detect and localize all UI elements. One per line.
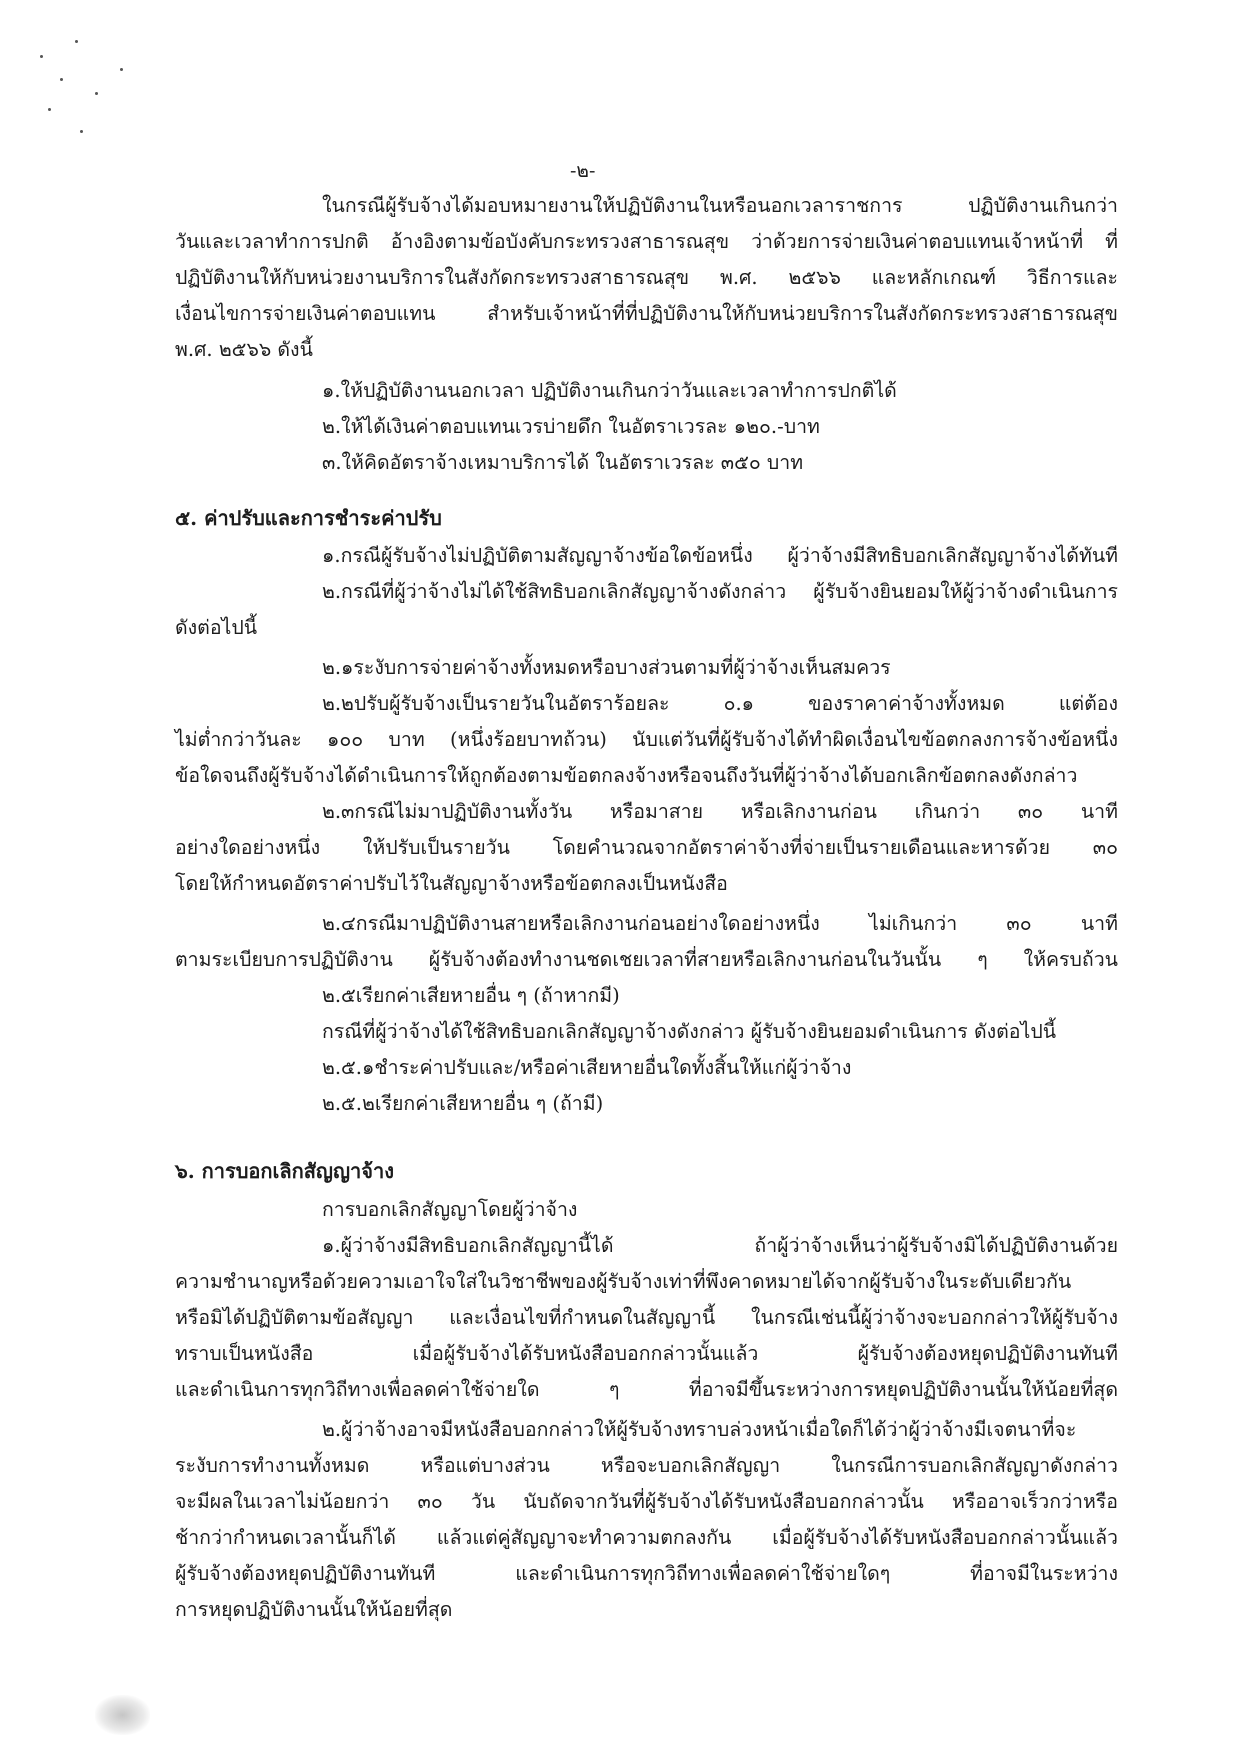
paragraph-line: โดยให้กำหนดอัตราค่าปรับไว้ในสัญญาจ้างหรือข้อตกลงเป็นหนังสือ	[175, 872, 728, 895]
paragraph-line: ระงับการทำงานทั้งหมด หรือแต่บางส่วน หรือจะบอกเลิกสัญญา ในกรณีการบอกเลิกสัญญาดังกล่าว	[175, 1454, 1118, 1477]
paragraph-line: การบอกเลิกสัญญาโดยผู้ว่าจ้าง	[322, 1198, 578, 1221]
paragraph-line: หรือมิได้ปฏิบัติตามข้อสัญญา และเงื่อนไขที่กำหนดในสัญญานี้ ในกรณีเช่นนี้ผู้ว่าจ้างจะบอกกล่าวให้ผู้รับจ้าง	[175, 1306, 1118, 1329]
scan-speck	[40, 55, 43, 58]
paragraph-line: ๒.๕.๑ชำระค่าปรับและ/หรือค่าเสียหายอื่นใดทั้งสิ้นให้แก่ผู้ว่าจ้าง	[322, 1056, 852, 1079]
list-item: ๓.ให้คิดอัตราจ้างเหมาบริการได้ ในอัตราเวรละ ๓๕๐ บาท	[322, 451, 804, 474]
paragraph-line: เงื่อนไขการจ่ายเงินค่าตอบแทน สำหรับเจ้าหน้าที่ที่ปฏิบัติงานให้กับหน่วยบริการในสังกัดกระทรวงสาธารณสุข	[175, 302, 1118, 325]
paragraph-line: วันและเวลาทำการปกติ อ้างอิงตามข้อบังคับกระทรวงสาธารณสุข ว่าด้วยการจ่ายเงินค่าตอบแทนเจ้าหน้าที่ ที่	[175, 230, 1118, 253]
paragraph-line: พ.ศ. ๒๕๖๖ ดังนี้	[175, 338, 313, 361]
paragraph-line: ดังต่อไปนี้	[175, 616, 258, 639]
paragraph-line: ๒.๕เรียกค่าเสียหายอื่น ๆ (ถ้าหากมี)	[322, 984, 620, 1007]
scan-speck	[60, 78, 63, 81]
scan-smudge	[95, 1695, 150, 1735]
paragraph-line: ปฏิบัติงานให้กับหน่วยงานบริการในสังกัดกระทรวงสาธารณสุข พ.ศ. ๒๕๖๖ และหลักเกณฑ์ วิธีการและ	[175, 266, 1118, 289]
paragraph-line: การหยุดปฏิบัติงานนั้นให้น้อยที่สุด	[175, 1598, 453, 1621]
paragraph-line: ๒.๔กรณีมาปฏิบัติงานสายหรือเลิกงานก่อนอย่างใดอย่างหนึ่ง ไม่เกินกว่า ๓๐ นาที	[322, 912, 1118, 935]
paragraph-line: ข้อใดจนถึงผู้รับจ้างได้ดำเนินการให้ถูกต้องตามข้อตกลงจ้างหรือจนถึงวันที่ผู้ว่าจ้างได้บอกเลิกข้อตกลงดังกล่าว	[175, 764, 1078, 787]
section-heading: ๕. ค่าปรับและการชำระค่าปรับ	[175, 506, 442, 530]
paragraph-line: ๒.๒ปรับผู้รับจ้างเป็นรายวันในอัตราร้อยละ ๐.๑ ของราคาค่าจ้างทั้งหมด แต่ต้อง	[322, 692, 1118, 715]
scan-speck	[120, 68, 123, 71]
scan-speck	[48, 108, 51, 111]
list-item: ๒.ให้ได้เงินค่าตอบแทนเวรบ่ายดึก ในอัตราเวรละ ๑๒๐.-บาท	[322, 415, 820, 438]
paragraph-line: ผู้รับจ้างต้องหยุดปฏิบัติงานทันที และดำเนินการทุกวิถีทางเพื่อลดค่าใช้จ่ายใดๆ ที่อาจมีในระหว่าง	[175, 1562, 1118, 1585]
page-number: -๒-	[570, 160, 596, 182]
paragraph-line: ๒.๕.๒เรียกค่าเสียหายอื่น ๆ (ถ้ามี)	[322, 1092, 604, 1115]
paragraph-line: ๒.กรณีที่ผู้ว่าจ้างไม่ได้ใช้สิทธิบอกเลิกสัญญาจ้างดังกล่าว ผู้รับจ้างยินยอมให้ผู้ว่าจ้างดำเนินการ	[322, 580, 1118, 603]
paragraph-line: จะมีผลในเวลาไม่น้อยกว่า ๓๐ วัน นับถัดจากวันที่ผู้รับจ้างได้รับหนังสือบอกกล่าวนั้น หรืออาจเร็วกว่าหรือ	[175, 1490, 1118, 1513]
paragraph-line: ๒.๓กรณีไม่มาปฏิบัติงานทั้งวัน หรือมาสาย หรือเลิกงานก่อน เกินกว่า ๓๐ นาที	[322, 800, 1118, 823]
paragraph-line: กรณีที่ผู้ว่าจ้างได้ใช้สิทธิบอกเลิกสัญญาจ้างดังกล่าว ผู้รับจ้างยินยอมดำเนินการ ดังต่อไปนี้	[322, 1020, 1057, 1043]
paragraph-line: ไม่ต่ำกว่าวันละ ๑๐๐ บาท (หนึ่งร้อยบาทถ้วน) นับแต่วันที่ผู้รับจ้างได้ทำผิดเงื่อนไขข้อตกลงการจ้างข้อหนึ่ง	[175, 728, 1118, 751]
scan-speck	[80, 130, 83, 133]
section-heading: ๖. การบอกเลิกสัญญาจ้าง	[175, 1159, 394, 1183]
scan-speck	[75, 40, 78, 43]
list-item: ๑.ให้ปฏิบัติงานนอกเวลา ปฏิบัติงานเกินกว่าวันและเวลาทำการปกติได้	[322, 379, 897, 402]
paragraph-line: ๑.ผู้ว่าจ้างมีสิทธิบอกเลิกสัญญานี้ได้ ถ้าผู้ว่าจ้างเห็นว่าผู้รับจ้างมิได้ปฏิบัติงานด้วย	[322, 1234, 1118, 1257]
paragraph-line: อย่างใดอย่างหนึ่ง ให้ปรับเป็นรายวัน โดยคำนวณจากอัตราค่าจ้างที่จ่ายเป็นรายเดือนและหารด้วย ๓๐	[175, 836, 1118, 859]
paragraph-line: ความชำนาญหรือด้วยความเอาใจใส่ในวิชาชีพของผู้รับจ้างเท่าที่พึงคาดหมายได้จากผู้รับจ้างในระดับเดียวกัน	[175, 1270, 1072, 1293]
paragraph-line: ช้ากว่ากำหนดเวลานั้นก็ได้ แล้วแต่คู่สัญญาจะทำความตกลงกัน เมื่อผู้รับจ้างได้รับหนังสือบอกกล่าวนั้นแล้ว	[175, 1526, 1118, 1549]
paragraph-line: ๒.๑ระงับการจ่ายค่าจ้างทั้งหมดหรือบางส่วนตามที่ผู้ว่าจ้างเห็นสมควร	[322, 656, 891, 679]
paragraph-line: ๑.กรณีผู้รับจ้างไม่ปฏิบัติตามสัญญาจ้างข้อใดข้อหนึ่ง ผู้ว่าจ้างมีสิทธิบอกเลิกสัญญาจ้างได้ทันที	[322, 544, 1118, 567]
scan-speck	[95, 92, 98, 95]
paragraph-line: และดำเนินการทุกวิถีทางเพื่อลดค่าใช้จ่ายใด ๆ ที่อาจมีขึ้นระหว่างการหยุดปฏิบัติงานนั้นให้น้อยที่สุด	[175, 1378, 1118, 1401]
paragraph-line: ทราบเป็นหนังสือ เมื่อผู้รับจ้างได้รับหนังสือบอกกล่าวนั้นแล้ว ผู้รับจ้างต้องหยุดปฏิบัติงานทันที	[175, 1342, 1118, 1365]
paragraph-line: ตามระเบียบการปฏิบัติงาน ผู้รับจ้างต้องทำงานชดเชยเวลาที่สายหรือเลิกงานก่อนในวันนั้น ๆ ให้ครบถ้วน	[175, 948, 1118, 971]
paragraph-line: ๒.ผู้ว่าจ้างอาจมีหนังสือบอกกล่าวให้ผู้รับจ้างทราบล่วงหน้าเมื่อใดก็ได้ว่าผู้ว่าจ้างมีเจตนาที่จะ	[322, 1418, 1077, 1441]
paragraph-line: ในกรณีผู้รับจ้างได้มอบหมายงานให้ปฏิบัติงานในหรือนอกเวลาราชการ ปฏิบัติงานเกินกว่า	[322, 194, 1118, 217]
